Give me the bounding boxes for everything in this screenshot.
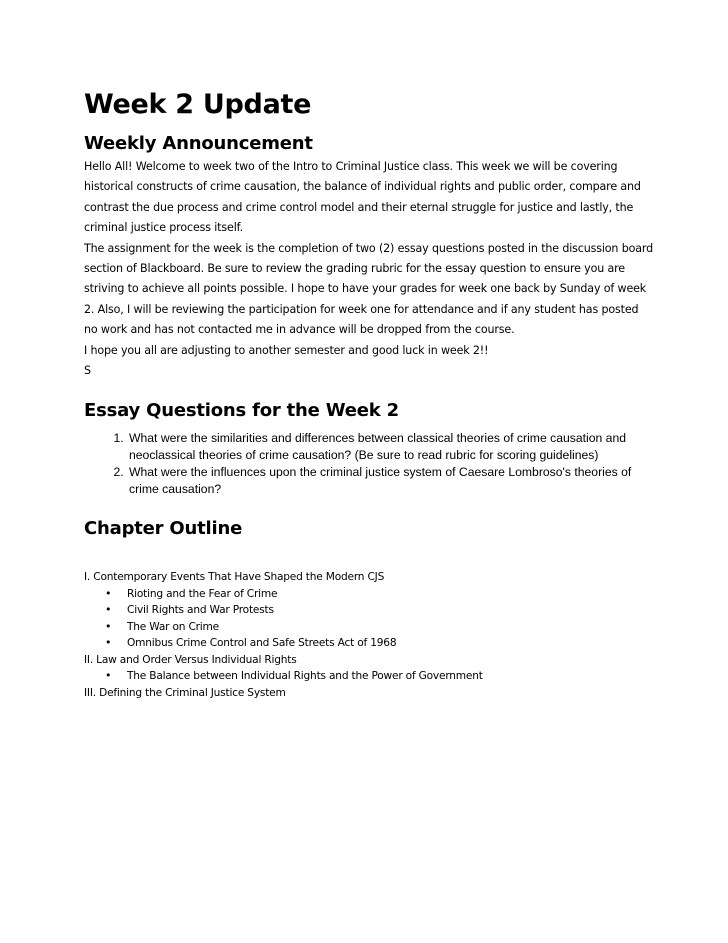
outline-bullet-text: Omnibus Crime Control and Safe Streets Act of 1968 [127,637,397,650]
essay-question: 2. What were the influences upon the criminal justice system of Caesare Lombroso's theories of crime causation? [127,464,654,498]
outline-bullet-item [105,635,654,652]
outline-bullet-text: The War on Crime [127,620,219,633]
announcement-paragraph-1: Hello All! Welcome to week two of the Intro to Criminal Justice class. This week we will be covering historical constructs of crime causation, the balance of individual rights and public order, compare and contrast the due process and crime control model and their eternal struggle for justice and lastly, the criminal justice process itself. [84,160,641,235]
document-page [84,88,654,701]
announcement-paragraph-2: The assignment for the week is the completion of two (2) essay questions posted in the discussion board section of Blackboard. Be sure to review the grading rubric for the essay question to ensure you are striving to achieve all points possible. I hope to have your grades for week one back by Sunday of week 2. Also, I will be reviewing the participation for week one for attendance and if any student has posted no work and has not contacted me in advance will be dropped from the course. [84,241,653,337]
outline-bullet-list [84,586,654,652]
page-title: Week 2 Update [84,89,312,120]
announcement-heading: Weekly Announcement [84,133,313,154]
bullet-icon: • [105,619,112,633]
outline-bullet-text: Civil Rights and War Protests [127,604,274,617]
outline-bullet-item [105,586,654,603]
outline-section-title: II. Law and Order Versus Individual Rights [84,653,297,666]
outline-bullet-list [84,668,654,685]
announcement-paragraph-3: I hope you all are adjusting to another semester and good luck in week 2!! [84,343,489,357]
outline-bullet-item [105,602,654,619]
bullet-icon: • [105,603,112,617]
essay-question: 1. What were the similarities and differences between classical theories of crime causation and neoclassical theories of crime causation? (Be sure to read rubric for scoring guidelines) [127,430,654,464]
outline-bullet-text: The Balance between Individual Rights and the Power of Government [127,670,483,683]
outline-section-title: III. Defining the Criminal Justice System [84,686,286,699]
announcement-signature: S [84,364,91,378]
outline-bullet-item [105,668,654,685]
bullet-icon: • [105,669,112,683]
essay-heading: Essay Questions for the Week 2 [84,400,399,422]
essay-question-list [84,430,654,498]
outline-section-title: I. Contemporary Events That Have Shaped the Modern CJS [84,571,385,584]
outline-bullet-item [105,619,654,636]
outline-heading: Chapter Outline [84,518,243,540]
outline-bullet-text: Rioting and the Fear of Crime [127,587,278,600]
bullet-icon: • [105,636,112,650]
bullet-icon: • [105,586,112,600]
